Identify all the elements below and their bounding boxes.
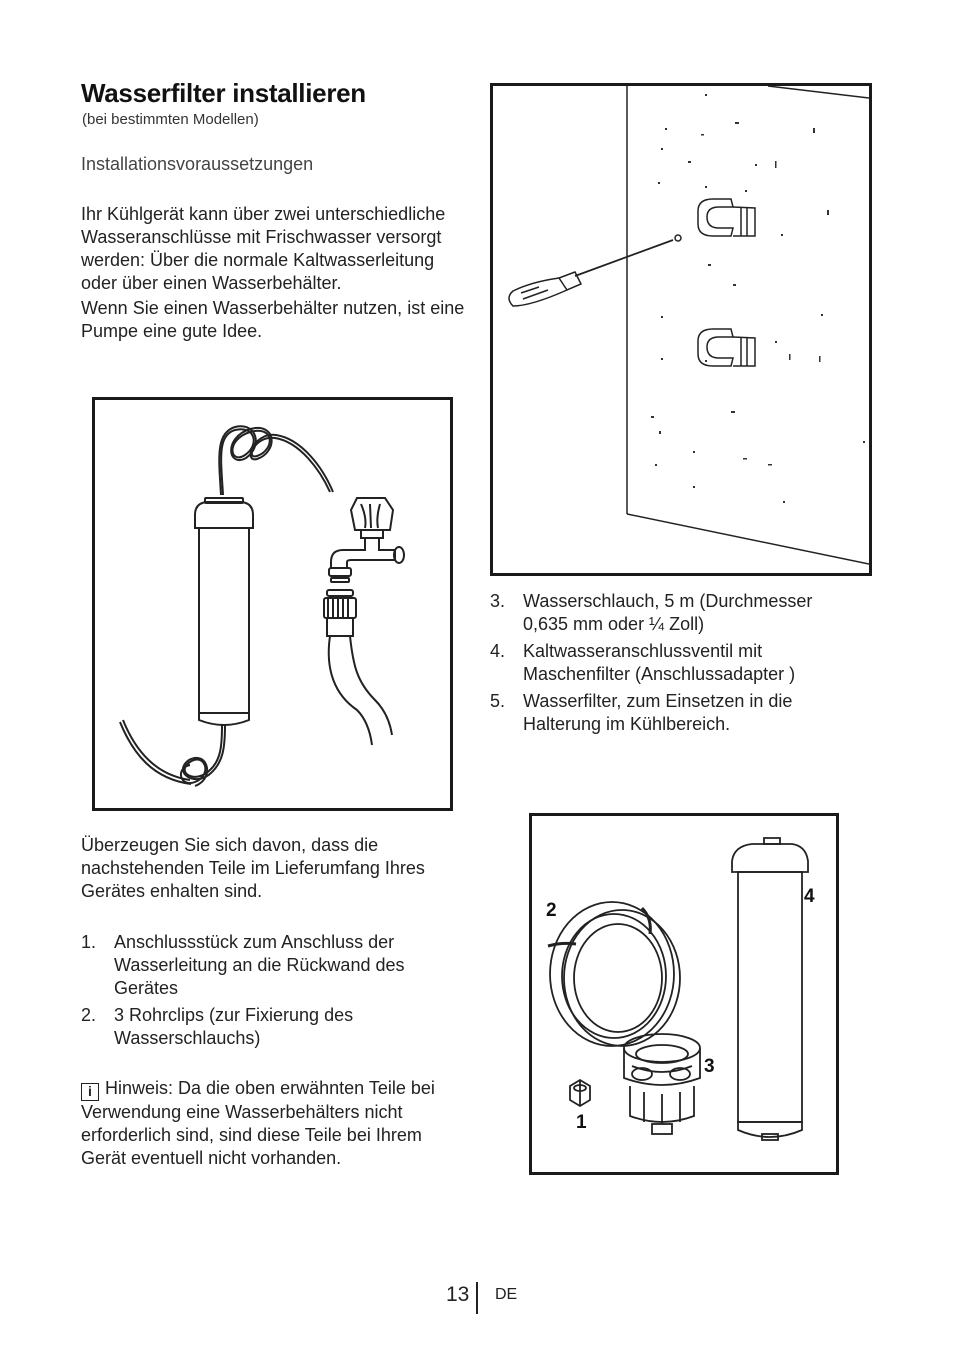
- note-block: [81, 1077, 461, 1170]
- parts-illustration: [532, 816, 836, 1172]
- list-item-text: 3 Rohrclips (zur Fixierung des Wasserschlauchs): [114, 1005, 354, 1048]
- list-item-text: Anschlussstück zum Anschluss der Wasserleitung an die Rückwand des Gerätes: [114, 932, 405, 998]
- footer-divider: [476, 1282, 478, 1314]
- language-code: DE: [495, 1286, 518, 1303]
- part-label-1: 1: [576, 1112, 587, 1133]
- part-label-4: 4: [804, 886, 815, 907]
- wall-clips-figure: [490, 83, 872, 576]
- parts-list-left: [81, 931, 466, 1054]
- list-item-number: 2.: [81, 1005, 97, 1025]
- intro-paragraph-1: Ihr Kühlgerät kann über zwei unterschiedliche Wasseranschlüsse mit Frischwasser versorgt werden: Über die normale Kaltwasserleitung oder über einen Wasserbehälter.: [81, 204, 446, 293]
- filter-tap-figure: [92, 397, 453, 811]
- list-item-number: 1.: [81, 932, 97, 952]
- page-subtitle: (bei bestimmten Modellen): [82, 111, 259, 128]
- list-item: [490, 640, 840, 686]
- check-text-block: [81, 834, 466, 903]
- intro-text: [81, 203, 466, 343]
- list-item: [490, 590, 840, 636]
- list-item-number: 4.: [490, 641, 506, 661]
- info-icon: i: [81, 1083, 99, 1101]
- filter-tap-illustration: [95, 400, 450, 808]
- list-item: [490, 690, 840, 736]
- page-title: Wasserfilter installieren: [81, 78, 366, 108]
- intro-paragraph-2: Wenn Sie einen Wasserbehälter nutzen, ist eine Pumpe eine gute Idee.: [81, 298, 465, 341]
- check-paragraph: Überzeugen Sie sich davon, dass die nachstehenden Teile im Lieferumfang Ihres Gerätes enhalten sind.: [81, 835, 425, 901]
- part-label-3: 3: [704, 1056, 715, 1077]
- list-item-text: Wasserschlauch, 5 m (Durchmesser 0,635 mm oder ¼ Zoll): [523, 591, 813, 634]
- list-item: [81, 931, 466, 1000]
- list-item-number: 5.: [490, 691, 506, 711]
- list-item-number: 3.: [490, 591, 506, 611]
- list-item-text: Kaltwasseranschlussventil mit Maschenfilter (Anschlussadapter ): [523, 641, 796, 684]
- page-number: 13: [446, 1283, 470, 1306]
- part-label-2: 2: [546, 900, 557, 921]
- note-paragraph: [81, 1077, 461, 1170]
- parts-figure: [529, 813, 839, 1175]
- list-item: [81, 1004, 466, 1050]
- section-heading: Installationsvoraussetzungen: [81, 154, 314, 174]
- parts-list-right: [490, 590, 840, 740]
- list-item-text: Wasserfilter, zum Einsetzen in die Halterung im Kühlbereich.: [523, 691, 793, 734]
- wall-clips-illustration: [493, 86, 869, 573]
- note-text: Hinweis: Da die oben erwähnten Teile bei Verwendung eine Wasserbehälters nicht erforderlich sind, sind diese Teile bei Ihrem Gerät eventuell nicht vorhanden.: [81, 1078, 435, 1168]
